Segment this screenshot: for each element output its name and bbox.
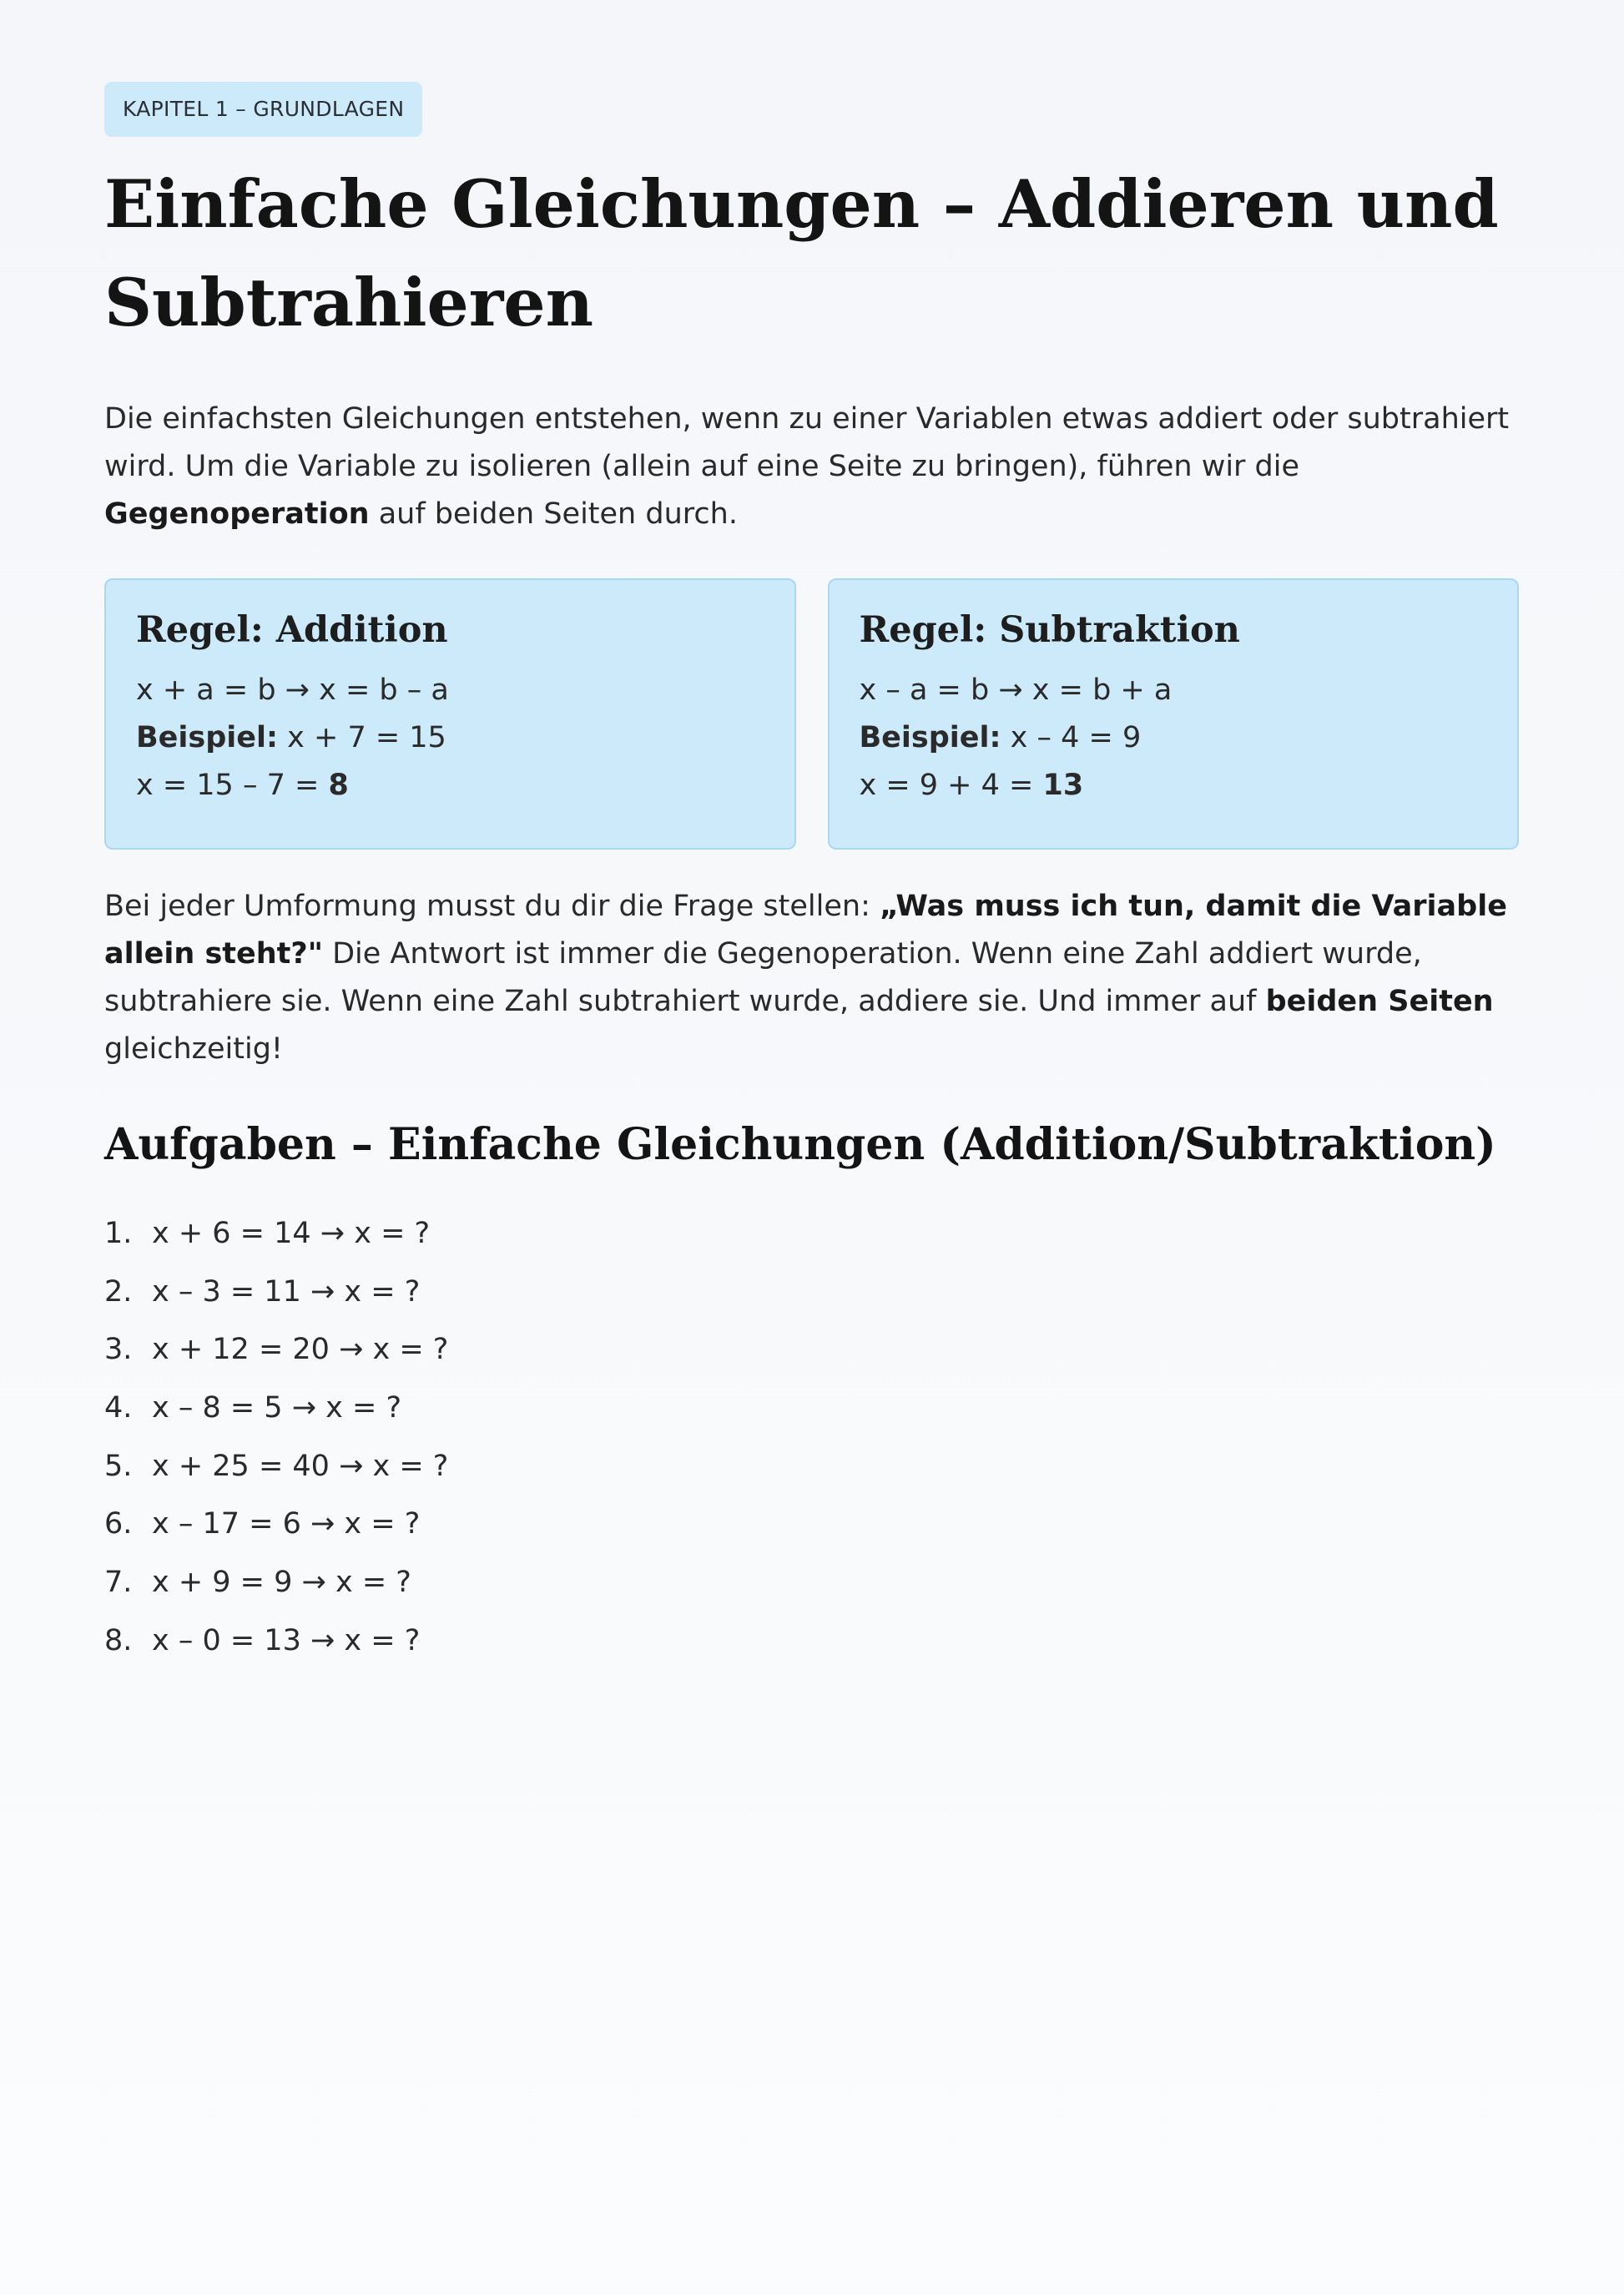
- rule-example: [860, 714, 1488, 762]
- rule-formula: x + a = b → x = b – a: [136, 673, 449, 707]
- task-item: [104, 1506, 1519, 1542]
- task-item: [104, 1448, 1519, 1485]
- rule-solution: [860, 762, 1488, 810]
- task-number: 7.: [104, 1566, 133, 1600]
- rule-cards: [104, 578, 1519, 850]
- page-title: Einfache Gleichungen – Addieren und Subtrahieren: [104, 165, 1499, 341]
- example-label: Beispiel:: [859, 721, 1001, 754]
- task-number: 3.: [104, 1333, 133, 1367]
- intro-text: Die einfachsten Gleichungen entstehen, wenn zu einer Variablen etwas addiert oder subtrahiert wird. Um die Variable zu isolieren (allein auf eine Seite zu bringen), führen wir die: [104, 402, 1510, 483]
- task-equation: x – 3 = 11 → x = ?: [152, 1274, 421, 1309]
- task-item: [104, 1564, 1519, 1601]
- task-number: 2.: [104, 1274, 133, 1309]
- task-item: [104, 1390, 1519, 1426]
- task-equation: x + 12 = 20 → x = ?: [152, 1333, 449, 1367]
- task-equation: x – 17 = 6 → x = ?: [152, 1507, 421, 1541]
- rule-formula: x – a = b → x = b + a: [859, 673, 1173, 707]
- intro-paragraph: [104, 396, 1519, 538]
- task-item: [104, 1215, 1519, 1252]
- solution-prefix: x = 9 + 4 =: [859, 769, 1043, 802]
- explanation-paragraph: [104, 883, 1519, 1073]
- task-equation: x – 0 = 13 → x = ?: [152, 1623, 421, 1657]
- task-equation: x + 25 = 40 → x = ?: [152, 1449, 449, 1483]
- task-equation: x – 8 = 5 → x = ?: [152, 1391, 402, 1425]
- task-item: [104, 1331, 1519, 1368]
- rule-card-subtraction: [828, 578, 1520, 850]
- solution-result: 8: [328, 769, 349, 802]
- task-list: [104, 1215, 1519, 1659]
- task-item: [104, 1622, 1519, 1659]
- task-number: 1.: [104, 1217, 133, 1250]
- intro-text-end: auf beiden Seiten durch.: [369, 497, 738, 531]
- rule-example: [136, 714, 764, 762]
- rule-solution: [136, 762, 764, 810]
- example-equation: x + 7 = 15: [278, 721, 446, 754]
- outro-emphasis: beiden Seiten: [1265, 985, 1494, 1018]
- tasks-heading: Aufgaben – Einfache Gleichungen (Addition/Subtraktion): [104, 1119, 1496, 1170]
- example-equation: x – 4 = 9: [1001, 721, 1142, 754]
- task-number: 5.: [104, 1449, 133, 1483]
- task-number: 6.: [104, 1507, 133, 1541]
- outro-question: „Was muss ich tun, damit die Variable allein steht?": [104, 890, 1507, 971]
- example-label: Beispiel:: [136, 721, 279, 754]
- rule-title: Regel: Addition: [136, 609, 448, 651]
- outro-text: Bei jeder Umformung musst du dir die Frage stellen:: [104, 890, 880, 923]
- task-number: 8.: [104, 1623, 133, 1657]
- rule-title: Regel: Subtraktion: [859, 609, 1240, 651]
- intro-bold: Gegenoperation: [104, 497, 370, 531]
- worksheet-page: [104, 82, 1519, 1681]
- solution-prefix: x = 15 – 7 =: [136, 769, 329, 802]
- task-equation: x + 9 = 9 → x = ?: [152, 1566, 411, 1600]
- outro-text: Die Antwort ist immer die Gegenoperation. Wenn eine Zahl addiert wurde, subtrahiere sie. Wenn eine Zahl subtrahiert wurde, addiere sie. Und immer auf: [104, 937, 1422, 1018]
- chapter-badge: KAPITEL 1 – GRUNDLAGEN: [104, 82, 422, 137]
- outro-text-end: gleichzeitig!: [104, 1032, 283, 1066]
- task-equation: x + 6 = 14 → x = ?: [152, 1217, 431, 1250]
- rule-card-addition: [104, 578, 796, 850]
- task-number: 4.: [104, 1391, 133, 1425]
- task-item: [104, 1274, 1519, 1310]
- solution-result: 13: [1042, 769, 1084, 802]
